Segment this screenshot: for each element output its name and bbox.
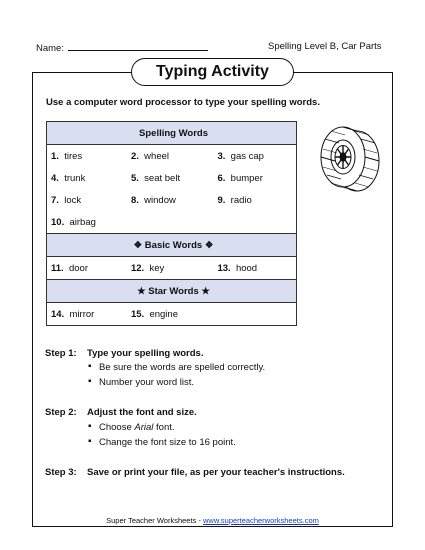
spelling-words-header: Spelling Words <box>47 122 297 145</box>
table-row <box>47 145 297 168</box>
word-cell: 8. window <box>130 194 176 206</box>
word-cell: 5. seat belt <box>130 172 181 184</box>
step-3-label: Step 3: <box>45 467 77 478</box>
step-3 <box>45 467 345 478</box>
step-2-text: Adjust the font and size. <box>87 407 197 418</box>
table-row <box>47 189 297 211</box>
table-row <box>47 257 297 280</box>
step-1-text: Type your spelling words. <box>87 348 204 359</box>
star-words-header-row <box>47 280 297 303</box>
step-2-label: Step 2: <box>45 407 77 418</box>
word-cell: 14. mirror <box>51 308 95 320</box>
basic-words-header: ❖ Basic Words ❖ <box>47 234 297 257</box>
instruction-text: Use a computer word processor to type your spelling words. <box>46 97 320 108</box>
name-blank-line <box>68 41 208 51</box>
step-2 <box>45 407 197 418</box>
word-cell: 4. trunk <box>51 172 86 184</box>
step-3-text: Save or print your file, as per your teacher's instructions. <box>87 467 345 478</box>
word-cell: 1. tires <box>51 150 83 162</box>
star-words-header: ★ Star Words ★ <box>47 280 297 303</box>
word-cell: 6. bumper <box>217 172 263 184</box>
table-row <box>47 303 297 326</box>
step-2-bullet-2: ▪ Change the font size to 16 point. <box>99 437 236 448</box>
name-label: Name: <box>36 43 64 54</box>
word-cell: 2. wheel <box>130 150 169 162</box>
step-2-bullet-1: ▪ Choose Arial font. <box>99 422 175 433</box>
word-cell: 3. gas cap <box>217 150 264 162</box>
word-cell: 10. airbag <box>51 216 96 228</box>
table-row <box>47 211 297 234</box>
step-1-label: Step 1: <box>45 348 77 359</box>
footer-link[interactable]: www.superteacherworksheets.com <box>202 516 319 525</box>
step-1 <box>45 348 203 359</box>
table-row <box>47 167 297 189</box>
step-1-bullet-1: ▪ Be sure the words are spelled correctly. <box>99 362 265 373</box>
spelling-words-table <box>46 121 297 326</box>
word-cell: 13. hood <box>217 262 258 274</box>
tire-icon <box>317 123 383 195</box>
page-title: Typing Activity <box>131 58 294 86</box>
spelling-words-header-row <box>47 122 297 145</box>
footer <box>0 516 425 525</box>
basic-words-header-row <box>47 234 297 257</box>
word-cell: 12. key <box>130 262 165 274</box>
word-cell: 7. lock <box>51 194 82 206</box>
name-field <box>36 41 208 54</box>
word-cell: 15. engine <box>130 308 178 320</box>
footer-text: Super Teacher Worksheets - <box>106 516 203 525</box>
worksheet-label: Spelling Level B, Car Parts <box>268 41 382 52</box>
word-cell: 11. door <box>51 262 88 274</box>
step-1-bullet-2: ▪ Number your word list. <box>99 377 194 388</box>
word-cell: 9. radio <box>217 194 252 206</box>
